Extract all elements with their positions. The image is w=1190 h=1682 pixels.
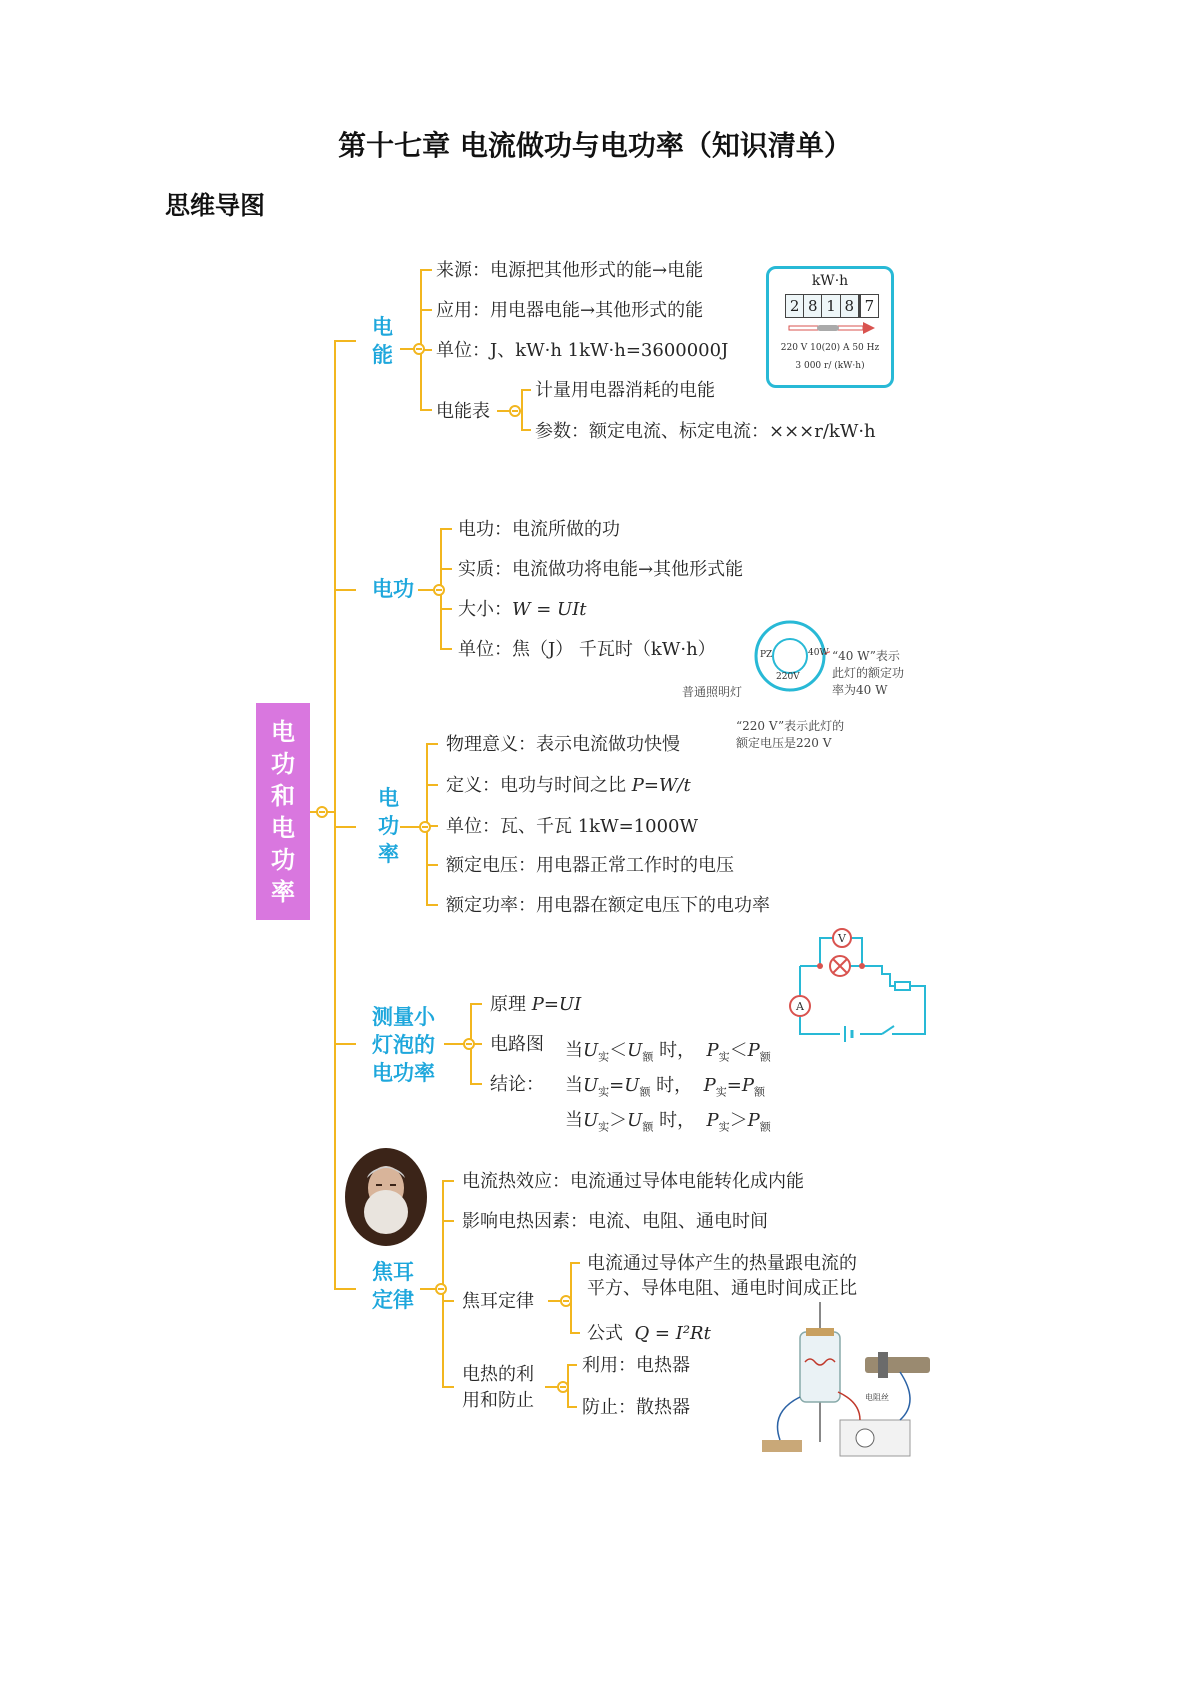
joule-use: 利用：电热器 <box>582 1355 690 1376</box>
meter-digit: 8 <box>804 295 822 317</box>
meter-arrow-icon <box>787 321 877 335</box>
measure-principle-formula: P=UI <box>531 994 582 1015</box>
sub: 额 <box>753 1085 765 1099</box>
joule-law-text-2: 平方、导体电阻、通电时间成正比 <box>587 1278 857 1299</box>
op: ＞ <box>609 1110 628 1131</box>
joule-formula <box>587 1319 711 1345</box>
root-char: 和 <box>271 781 295 810</box>
power-unit: 单位：瓦、千瓦 1kW=1000W <box>446 816 698 837</box>
work-definition: 电功：电流所做的功 <box>458 519 620 540</box>
energy-unit: 单位：J、kW·h 1kW·h=3600000J <box>436 340 729 361</box>
var-p: P <box>747 1110 760 1131</box>
bulb-mark-pz: PZ <box>760 650 773 660</box>
text: 当 <box>565 1040 583 1061</box>
energy-meter-use: 计量用电器消耗的电能 <box>535 380 715 401</box>
text: 当 <box>565 1075 583 1096</box>
root-char: 率 <box>271 877 295 906</box>
joule-formula-value: Q = I²Rt <box>634 1323 711 1344</box>
voltmeter-symbol: V <box>838 932 846 945</box>
branch-label-line: 能 <box>372 343 393 367</box>
sub: 实 <box>598 1120 610 1134</box>
var-u: U <box>627 1110 643 1131</box>
text-line: 用和防止 <box>462 1390 534 1411</box>
op: ＜ <box>609 1040 628 1061</box>
root-char: 功 <box>271 845 295 874</box>
branch-energy-label <box>372 313 393 369</box>
var-p: P <box>747 1040 760 1061</box>
sub: 额 <box>759 1050 771 1064</box>
ammeter-symbol: A <box>796 1000 804 1013</box>
energy-meter: 电能表 <box>436 401 490 422</box>
var-u: U <box>583 1110 599 1131</box>
op: = <box>726 1075 742 1096</box>
var-u: U <box>624 1075 640 1096</box>
meter-digit: 1 <box>822 295 840 317</box>
var-p: P <box>706 1110 719 1131</box>
root-char: 电 <box>271 717 295 746</box>
note-line: “40 W”表示 <box>832 649 900 663</box>
branch-label-line: 焦耳 <box>372 1260 414 1284</box>
meter-digit: 8 <box>841 295 859 317</box>
sub: 额 <box>642 1050 654 1064</box>
branch-label-line: 测量小 <box>372 1005 435 1029</box>
meter-digits <box>785 294 879 318</box>
conclusion-line <box>565 1106 771 1135</box>
work-magnitude-prefix: 大小： <box>458 599 512 620</box>
apparatus-label: 电阻丝 <box>865 1393 889 1402</box>
var-p: P <box>706 1040 719 1061</box>
measure-conclusion: 结论： <box>490 1074 544 1095</box>
sub: 实 <box>598 1050 610 1064</box>
section-title: 思维导图 <box>165 191 266 220</box>
var-u: U <box>627 1040 643 1061</box>
power-rated-power: 额定功率：用电器在额定电压下的电功率 <box>446 895 770 916</box>
var-u: U <box>583 1040 599 1061</box>
branch-label-line: 灯泡的 <box>372 1033 435 1057</box>
sub: 实 <box>598 1085 610 1099</box>
root-char: 功 <box>271 749 295 778</box>
energy-meter-figure <box>766 266 894 388</box>
branch-label-line: 率 <box>378 842 399 866</box>
branch-measure-label <box>372 1003 435 1087</box>
root-node <box>256 703 310 920</box>
measure-circuit: 电路图 <box>490 1034 544 1055</box>
var-p: P <box>741 1075 754 1096</box>
work-magnitude-formula: W = UIt <box>512 599 587 620</box>
energy-meter-params: 参数：额定电流、标定电流：×××r/kW·h <box>535 421 876 442</box>
work-essence: 实质：电流做功将电能→其他形式能 <box>458 559 744 580</box>
conclusion-line <box>565 1036 771 1065</box>
power-definition-prefix: 定义：电功与时间之比 <box>446 775 632 796</box>
branch-label-line: 电 <box>372 315 393 339</box>
joule-prevent: 防止：散热器 <box>582 1397 690 1418</box>
joule-apparatus-figure <box>760 1292 950 1462</box>
branch-work-label: 电功 <box>372 577 414 601</box>
branch-label-line: 电 <box>378 786 399 810</box>
branch-power-label <box>378 784 399 868</box>
joule-law-text-1: 电流通过导体产生的热量跟电流的 <box>587 1253 857 1274</box>
note-line: 额定电压是220 V <box>736 736 832 750</box>
measure-principle <box>490 990 581 1016</box>
op: ＞ <box>729 1110 748 1131</box>
joule-effect: 电流热效应：电流通过导体电能转化成内能 <box>462 1171 804 1192</box>
circuit-diagram <box>770 922 930 1042</box>
text-line: 电热的利 <box>462 1364 534 1385</box>
power-definition <box>446 771 691 797</box>
root-char: 电 <box>271 813 295 842</box>
branch-joule-label <box>372 1258 414 1314</box>
meter-unit: kW·h <box>811 273 849 289</box>
meter-spec-1: 220 V 10(20) A 50 Hz <box>780 343 880 353</box>
measure-principle-prefix: 原理 <box>490 994 532 1015</box>
branch-label-line: 定律 <box>372 1288 414 1312</box>
portrait-icon <box>345 1148 427 1246</box>
joule-formula-prefix: 公式 <box>587 1323 635 1344</box>
sub: 额 <box>639 1085 651 1099</box>
text: 时， <box>653 1110 707 1131</box>
bulb-note-220v <box>736 718 844 752</box>
op: ＜ <box>729 1040 748 1061</box>
note-line: 此灯的额定功 <box>832 666 905 680</box>
bulb-figure <box>660 620 930 750</box>
work-unit: 单位：焦（J） 千瓦时（kW·h） <box>458 639 716 660</box>
conclusion-line <box>565 1071 765 1100</box>
meter-digit: 7 <box>859 295 878 317</box>
bulb-label: 普通照明灯 <box>682 685 743 699</box>
text: 时， <box>653 1040 707 1061</box>
bulb-mark-40w: 40W <box>808 648 829 658</box>
bulb-note-40w <box>832 648 904 699</box>
power-meaning: 物理意义：表示电流做功快慢 <box>446 734 680 755</box>
op: = <box>609 1075 625 1096</box>
text: 当 <box>565 1110 583 1131</box>
sub: 实 <box>718 1050 730 1064</box>
joule-law: 焦耳定律 <box>462 1291 534 1312</box>
joule-portrait <box>345 1148 427 1246</box>
sub: 额 <box>642 1120 654 1134</box>
work-magnitude <box>458 595 587 621</box>
energy-source: 来源：电源把其他形式的能→电能 <box>436 260 704 281</box>
sub: 实 <box>715 1085 727 1099</box>
joule-factors: 影响电热因素：电流、电阻、通电时间 <box>462 1211 768 1232</box>
meter-digit: 2 <box>786 295 804 317</box>
text: 时， <box>650 1075 704 1096</box>
energy-application: 应用：用电器电能→其他形式的能 <box>436 300 704 321</box>
sub: 实 <box>718 1120 730 1134</box>
power-rated-voltage: 额定电压：用电器正常工作时的电压 <box>446 855 734 876</box>
bulb-mark-220v: 220V <box>776 672 800 682</box>
note-line: “220 V”表示此灯的 <box>736 719 845 733</box>
page-title: 第十七章 电流做功与电功率（知识清单） <box>338 129 852 162</box>
sub: 额 <box>759 1120 771 1134</box>
branch-label-line: 电功率 <box>372 1061 435 1085</box>
meter-spec-2: 3 000 r/ (kW·h) <box>795 361 865 371</box>
var-u: U <box>583 1075 599 1096</box>
var-p: P <box>703 1075 716 1096</box>
joule-use-prevent <box>462 1362 534 1414</box>
note-line: 率为40 W <box>832 683 888 697</box>
branch-label-line: 功 <box>378 814 399 838</box>
power-definition-formula: P=W/t <box>631 775 691 796</box>
